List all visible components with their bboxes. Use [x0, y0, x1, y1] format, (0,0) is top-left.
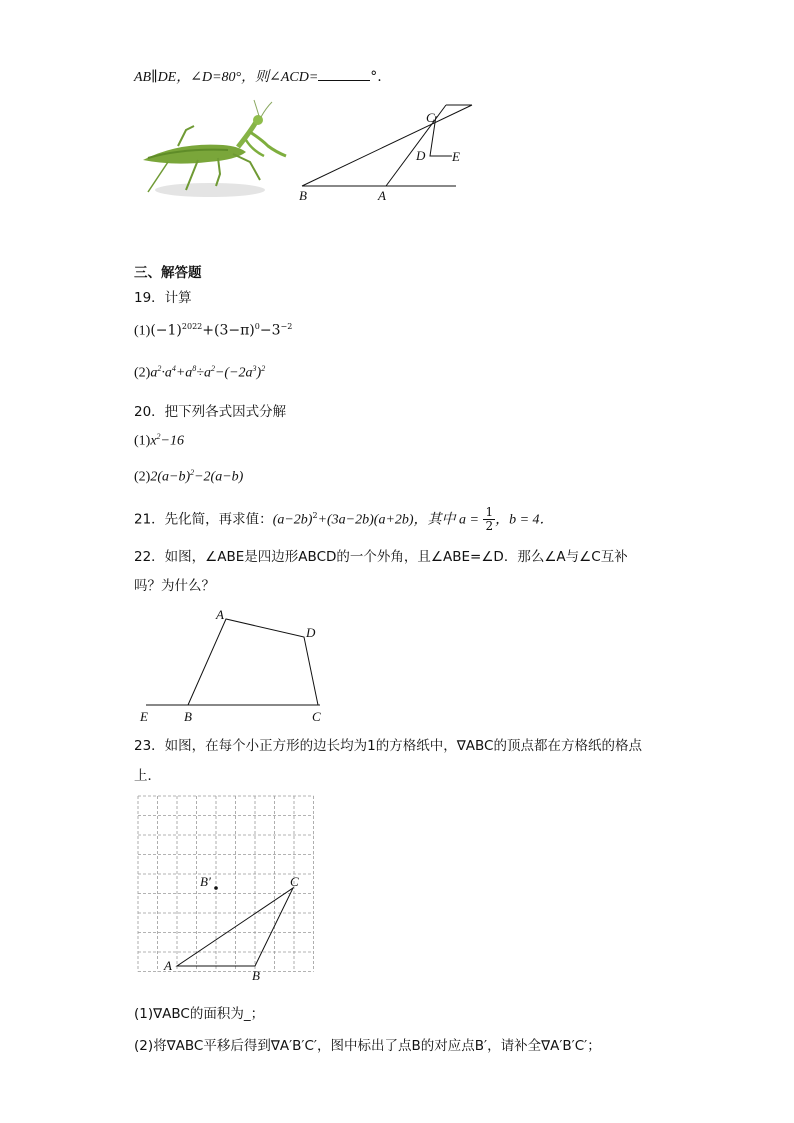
- point-b-prime: [214, 886, 218, 890]
- label-b: B: [184, 709, 192, 724]
- q21-stem: 21．先化简，再求值：: [134, 511, 273, 528]
- expr: ): [256, 365, 262, 381]
- q18-figure: [296, 98, 481, 210]
- q20-part1: [134, 432, 184, 450]
- q23-sub1: (1)∇ABC的面积为_；: [134, 1006, 265, 1022]
- expr: 2(a−b): [150, 469, 191, 485]
- part-tag: (2): [134, 469, 151, 485]
- expr: ，b = 4．: [495, 512, 554, 528]
- expr: −2(a−b): [194, 469, 244, 485]
- expr: −(−2a: [214, 365, 253, 381]
- exponent: 2: [312, 510, 318, 520]
- label-a: A: [378, 188, 386, 203]
- label-a: A: [164, 958, 172, 973]
- expr: +(3−π): [202, 322, 255, 339]
- q23-line2: 上．: [134, 768, 161, 784]
- label-d: D: [416, 148, 426, 163]
- exponent: 2: [210, 364, 215, 373]
- q22-line1: 22．如图，∠ABE是四边形ABCD的一个外角，且∠ABE=∠D．那么∠A与∠C互补: [134, 549, 628, 565]
- denominator: 2: [485, 519, 494, 533]
- exponent: 8: [192, 364, 197, 373]
- q23-sub2: (2)将∇ABC平移后得到∇A′B′C′，图中标出了点B的对应点B′，请补全∇A′B′C′；: [134, 1038, 601, 1054]
- exponent: 2022: [181, 322, 203, 331]
- q22-line2: 吗？为什么？: [134, 578, 215, 594]
- expr: −16: [160, 433, 184, 449]
- expr: (a−2b): [272, 512, 313, 528]
- label-e: E: [452, 149, 460, 164]
- label-c: C: [426, 110, 435, 125]
- label-b-prime: B′: [200, 874, 211, 889]
- expr: +(3a−2b)(a+2b)，其中 a =: [317, 512, 479, 528]
- q19-part2: [134, 364, 265, 382]
- label-c: C: [312, 709, 321, 724]
- exponent: 3: [252, 364, 257, 373]
- q18-text: [134, 66, 382, 86]
- exponent: 2: [190, 468, 195, 477]
- label-b: B: [252, 968, 260, 983]
- expr: ·a: [161, 365, 172, 381]
- part-tag: (1): [134, 433, 151, 449]
- section-title: 三、解答题: [134, 265, 202, 281]
- label-d: D: [306, 625, 316, 640]
- q21: [134, 506, 554, 533]
- expr: ÷a: [196, 365, 211, 381]
- q18-condition: AB∥DE，∠D=80°，则∠ACD=: [134, 70, 319, 85]
- q20-part2: [134, 468, 243, 486]
- part-tag: (2): [134, 365, 151, 381]
- q19-part1: [134, 322, 292, 340]
- line-bc: [302, 105, 472, 186]
- fraction: [483, 506, 495, 533]
- q23-line1: 23．如图，在每个小正方形的边长均为1的方格纸中，∇ABC的顶点都在方格纸的格点: [134, 738, 642, 754]
- expr: −3: [259, 322, 281, 339]
- q23-grid-figure: [138, 796, 314, 986]
- exponent: 2: [157, 364, 162, 373]
- label-a: A: [216, 607, 224, 622]
- grid-lines: [138, 796, 314, 972]
- q20-stem: 20．把下列各式因式分解: [134, 404, 287, 420]
- q19-stem: 19．计算: [134, 290, 192, 306]
- q22-figure: [136, 605, 336, 725]
- part-tag: (1): [134, 323, 151, 339]
- exponent: 0: [254, 322, 260, 331]
- label-e: E: [140, 709, 148, 724]
- triangle-abc: [177, 888, 293, 966]
- q18-degree: °.: [370, 69, 382, 85]
- answer-blank[interactable]: [318, 68, 370, 81]
- expr: x: [150, 433, 157, 449]
- exponent: 4: [171, 364, 176, 373]
- exponent: 2: [261, 364, 266, 373]
- exponent: −2: [280, 322, 293, 331]
- quad-abcd: [188, 619, 318, 705]
- line-ac: [386, 105, 446, 186]
- expr: a: [150, 365, 158, 381]
- expr: +a: [175, 365, 193, 381]
- label-b: B: [299, 188, 307, 203]
- mantis-image: [138, 100, 298, 200]
- exponent: 2: [156, 432, 161, 441]
- label-c: C: [290, 874, 299, 889]
- numerator: 1: [485, 505, 494, 519]
- expr: (−1): [150, 322, 182, 339]
